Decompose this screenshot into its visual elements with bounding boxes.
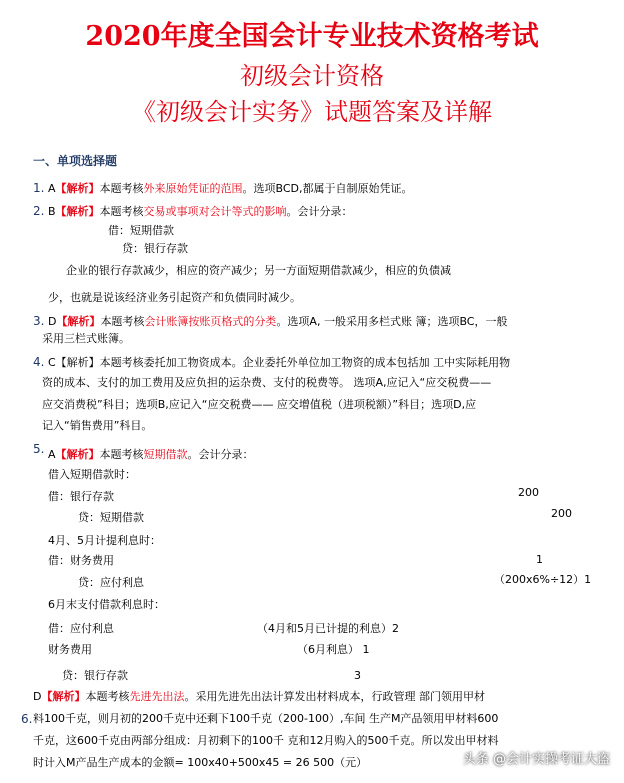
q5-debit-1-amount: 200 bbox=[518, 486, 539, 499]
q5-credit-2-amount: （200x6%÷12）1 bbox=[494, 573, 592, 586]
q4-number: 4. bbox=[33, 355, 45, 369]
q1-post: 。选项BCD,都属于自制原始凭证。 bbox=[242, 182, 413, 195]
doc-title-line1: 2020年度全国会计专业技术资格考试 bbox=[85, 21, 539, 52]
q1-keyword: 外来原始凭证的范围 bbox=[143, 182, 243, 195]
q6-answer: D bbox=[33, 690, 42, 703]
q5-step-1: 借入短期借款时： bbox=[48, 468, 136, 481]
q5-debit-4-amount: （6月利息） 1 bbox=[297, 643, 370, 656]
q5-pre: 本题考核 bbox=[99, 448, 144, 461]
q3-tag: 【解析】 bbox=[56, 315, 101, 328]
q5-credit-3-amount: 3 bbox=[354, 669, 361, 682]
question-4 bbox=[33, 354, 510, 371]
q5-debit-2: 借：财务费用 bbox=[48, 554, 114, 567]
q5-keyword: 短期借款 bbox=[143, 448, 188, 461]
q5-debit-1: 借：银行存款 bbox=[48, 490, 114, 503]
q6-line-4: 时计入M产品生产成本的金额= 100x40+500x45 = 26 500（元） bbox=[33, 756, 368, 769]
q3-keyword: 会计账簿按账页格式的分类 bbox=[144, 315, 277, 328]
q6-pre: 本题考核 bbox=[85, 690, 130, 703]
q4-line-4: 记入“销售费用”科目。 bbox=[42, 419, 153, 432]
q6-number: 6. bbox=[21, 712, 33, 726]
q2-keyword: 交易或事项对会计等式的影响 bbox=[143, 205, 287, 218]
q5-step-2: 4月、5月计提利息时： bbox=[48, 534, 161, 547]
q4-line-1: C【解析】本题考核委托加工物资成本。企业委托外单位加工物资的成本包括加 工中实际耗用物 bbox=[47, 356, 511, 369]
q4-line-3: 应交消费税”科目；选项B,应记入“应交税费—— 应交增值税（进项税额）”科目；选项D,应 bbox=[42, 398, 477, 411]
q5-debit-2-amount: 1 bbox=[536, 553, 543, 566]
q3-answer: D bbox=[47, 315, 57, 328]
q5-step-3: 6月末支付借款利息时： bbox=[48, 598, 165, 611]
q3-pre: 本题考核 bbox=[100, 315, 145, 328]
doc-title-line2: 初级会计资格 bbox=[240, 62, 384, 90]
question-6 bbox=[33, 689, 485, 705]
section-heading: 一、单项选择题 bbox=[33, 154, 118, 168]
q2-answer: B bbox=[47, 205, 56, 218]
q1-answer: A bbox=[47, 182, 56, 195]
q3-post: 。选项A, 一般采用多栏式账 簿；选项BC，一般 bbox=[276, 315, 508, 328]
q1-tag: 【解析】 bbox=[55, 182, 100, 195]
q5-debit-3: 借：应付利息 bbox=[48, 622, 114, 635]
question-5 bbox=[48, 447, 254, 463]
question-2 bbox=[33, 203, 353, 220]
q5-debit-3-amount: （4月和5月已计提的利息）2 bbox=[257, 622, 399, 635]
q5-credit-1: 贷：短期借款 bbox=[78, 511, 144, 524]
watermark: 头条 @会计实操考证大盗 bbox=[462, 752, 610, 767]
q3-number: 3. bbox=[33, 314, 45, 328]
q2-tag: 【解析】 bbox=[55, 205, 100, 218]
q2-entry-debit: 借：短期借款 bbox=[108, 224, 174, 237]
q5-debit-4: 财务费用 bbox=[48, 643, 92, 656]
q2-entry-credit: 贷：银行存款 bbox=[122, 242, 188, 255]
q6-post: 。采用先进先出法计算发出材料成本，行政管理 部门领用甲材 bbox=[184, 690, 485, 703]
question-1 bbox=[33, 180, 412, 197]
q6-line-3: 千克，这600千克由两部分组成：月初剩下的100千 克和12月购入的500千克。所以发出甲材料 bbox=[33, 734, 499, 747]
q6-line-2: 料100千克，则月初的200千克中还剩下100千克（200-100）,车间 生产M产品领用甲材料600 bbox=[33, 712, 499, 725]
q5-credit-1-amount: 200 bbox=[551, 507, 572, 520]
q5-tag: 【解析】 bbox=[55, 448, 100, 461]
q5-number: 5. bbox=[33, 442, 45, 456]
question-3 bbox=[33, 313, 508, 330]
q2-pre: 本题考核 bbox=[99, 205, 144, 218]
doc-title-line3: 《初级会计实务》试题答案及详解 bbox=[132, 98, 492, 126]
q5-post: 。会计分录： bbox=[187, 448, 254, 461]
q1-number: 1. bbox=[33, 181, 45, 195]
q2-post: 。会计分录： bbox=[286, 205, 353, 218]
q2-explain-2: 少，也就是说该经济业务引起资产和负债同时减少。 bbox=[48, 291, 301, 304]
q2-number: 2. bbox=[33, 204, 45, 218]
q2-explain-1: 企业的银行存款减少，相应的资产减少；另一方面短期借款减少，相应的负债减 bbox=[66, 264, 451, 277]
q5-credit-2: 贷：应付利息 bbox=[78, 576, 144, 589]
q4-line-2: 资的成本、支付的加工费用及应负担的运杂费、支付的税费等。 选项A,应记入“应交税费—— bbox=[42, 376, 492, 389]
q1-pre: 本题考核 bbox=[99, 182, 144, 195]
q6-tag: 【解析】 bbox=[41, 690, 86, 703]
q6-keyword: 先进先出法 bbox=[129, 690, 185, 703]
q3-line-2: 采用三栏式账簿。 bbox=[42, 332, 130, 345]
q5-credit-3: 贷：银行存款 bbox=[62, 669, 128, 682]
q5-answer: A bbox=[48, 448, 56, 461]
